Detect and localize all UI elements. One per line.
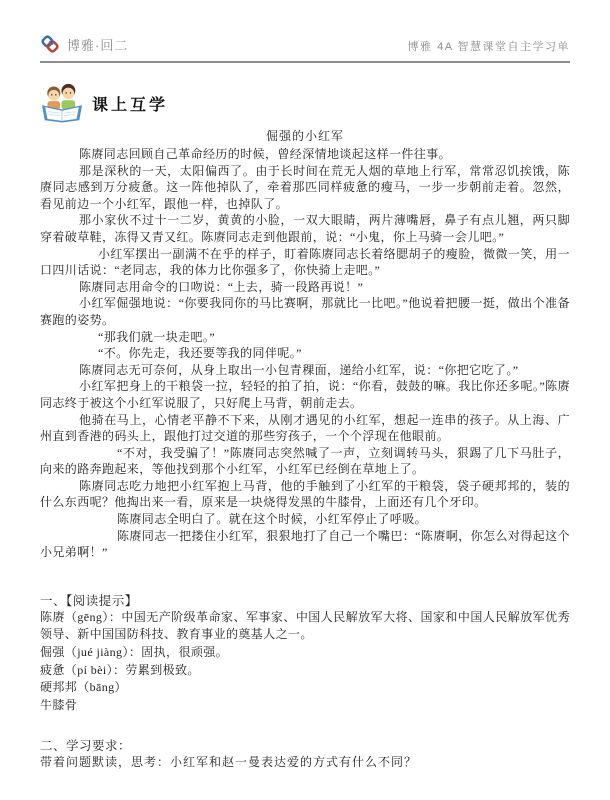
story-paragraph: 陈赓同志一把搂住小红军，狠狠地打了自己一个嘴巴：“陈赓啊，你怎么对得起这个小兄弟啊！” — [40, 528, 570, 560]
story-paragraph: “不对，我受骗了！”陈赓同志突然喊了一声，立刻调转马头，狠踢了几下马肚子，向来的路奔跑起来，等他找到那个小红军，小红军已经倒在草地上了。 — [40, 445, 570, 477]
story-paragraph: 陈赓同志回顾自己革命经历的时候，曾经深情地谈起这样一件往事。 — [79, 147, 452, 161]
section-header — [40, 83, 570, 123]
boya-logo-icon — [40, 34, 60, 54]
story-paragraph: 小红军把身上的干粮袋一拉，轻轻的拍了拍，说：“你看，鼓鼓的嘛。我比你还多呢。”陈赓同志终于被这个小红军说服了，只好爬上马背，朝前走去。 — [40, 379, 570, 410]
story-paragraph: “那我们就一块走吧。” — [98, 329, 216, 344]
vocab-item: 陈赓（gēng）：中国无产阶级革命家、军事家、中国人民解放军大将、国家和中国人民解放军优秀领导、新中国国防科技、教育事业的奠基人之一。 — [40, 609, 570, 642]
story-paragraph: 小红军摆出一副满不在乎的样子，盯着陈赓同志长着络腮胡子的瘦脸，微微一笑，用一口四川话说：“老同志，我的体力比你强多了，你快骑上走吧。” — [40, 246, 570, 278]
story-paragraph: 陈赓同志吃力地把小红军抱上马背，他的手触到了小红军的干粮袋，袋子硬邦邦的，装的什么东西呢？他掏出来一看，原来是一块烧得发黑的牛膝骨，上面还有几个牙印。 — [40, 478, 570, 510]
kids-reading-book-icon — [40, 83, 84, 123]
study-requirements — [40, 736, 570, 772]
brand-name: 博雅·回二 — [67, 37, 129, 53]
study-requirements-heading: 二、学习要求： — [40, 739, 132, 754]
story-paragraph: 小红军倔强地说：“你要我同你的马比赛啊，那就比一比吧。”他说着把腰一挺，做出个准备赛跑的姿势。 — [40, 296, 570, 327]
vocab-item: 硬邦邦（bāng） — [40, 680, 127, 695]
study-requirements-body: 带着问题默读，思考：小红军和赵一曼表达爱的方式有什么不同？ — [40, 755, 418, 770]
story-body — [40, 146, 570, 561]
story-paragraph: “不。你先走，我还要等我的同伴呢。” — [98, 346, 302, 361]
story-paragraph: 他骑在马上，心情老平静不下来，从刚才遇见的小红军，想起一连串的孩子。从上海、广州直到香港的码头上，跟他打过交道的那些穷孩子，一个个浮现在他眼前。 — [40, 412, 570, 444]
brand — [40, 34, 128, 54]
vocab-item: 疲惫（pí bèi）：劳累到极致。 — [40, 662, 200, 677]
reading-tips-list — [40, 609, 570, 715]
page-header — [40, 34, 570, 63]
story-paragraph: 陈赓同志用命令的口吻说：“上去，骑一段路再说！” — [79, 279, 364, 294]
story-paragraph: 陈赓同志无可奈何，从身上取出一小包青稞面，递给小红军，说：“你把它吃了。” — [79, 362, 519, 377]
story — [40, 127, 570, 561]
vocab-item: 牛膝骨 — [40, 697, 78, 712]
section-title: 课上互学 — [92, 96, 169, 114]
reading-tips — [40, 591, 570, 715]
document-title: 博雅 4A 智慧课堂自主学习单 — [407, 41, 570, 53]
story-paragraph: 那是深秋的一天，太阳偏西了。由于长时间在荒无人烟的草地上行军，常常忍饥挨饿，陈赓同志感到万分疲惫。这一阵他掉队了，牵着那匹同样疲惫的瘦马，一步一步朝前走着。忽然，看见前边一个小红军，跟他一样，也掉队了。 — [40, 163, 570, 211]
story-paragraph: 那小家伙不过十一二岁，黄黄的小脸，一双大眼睛，两片薄嘴唇，鼻子有点儿翘，两只脚穿着破草鞋，冻得又青又红。陈赓同志走到他跟前，说：“小鬼，你上马骑一会儿吧。” — [40, 213, 570, 244]
story-title: 倔强的小红军 — [265, 129, 344, 143]
reading-tips-heading: 一、【阅读提示】 — [40, 593, 138, 608]
vocab-item: 倔强（jué jiàng）：固执，很顽强。 — [40, 645, 229, 660]
story-paragraph: 陈赓同志全明白了。就在这个时候，小红军停止了呼吸。 — [117, 512, 428, 527]
